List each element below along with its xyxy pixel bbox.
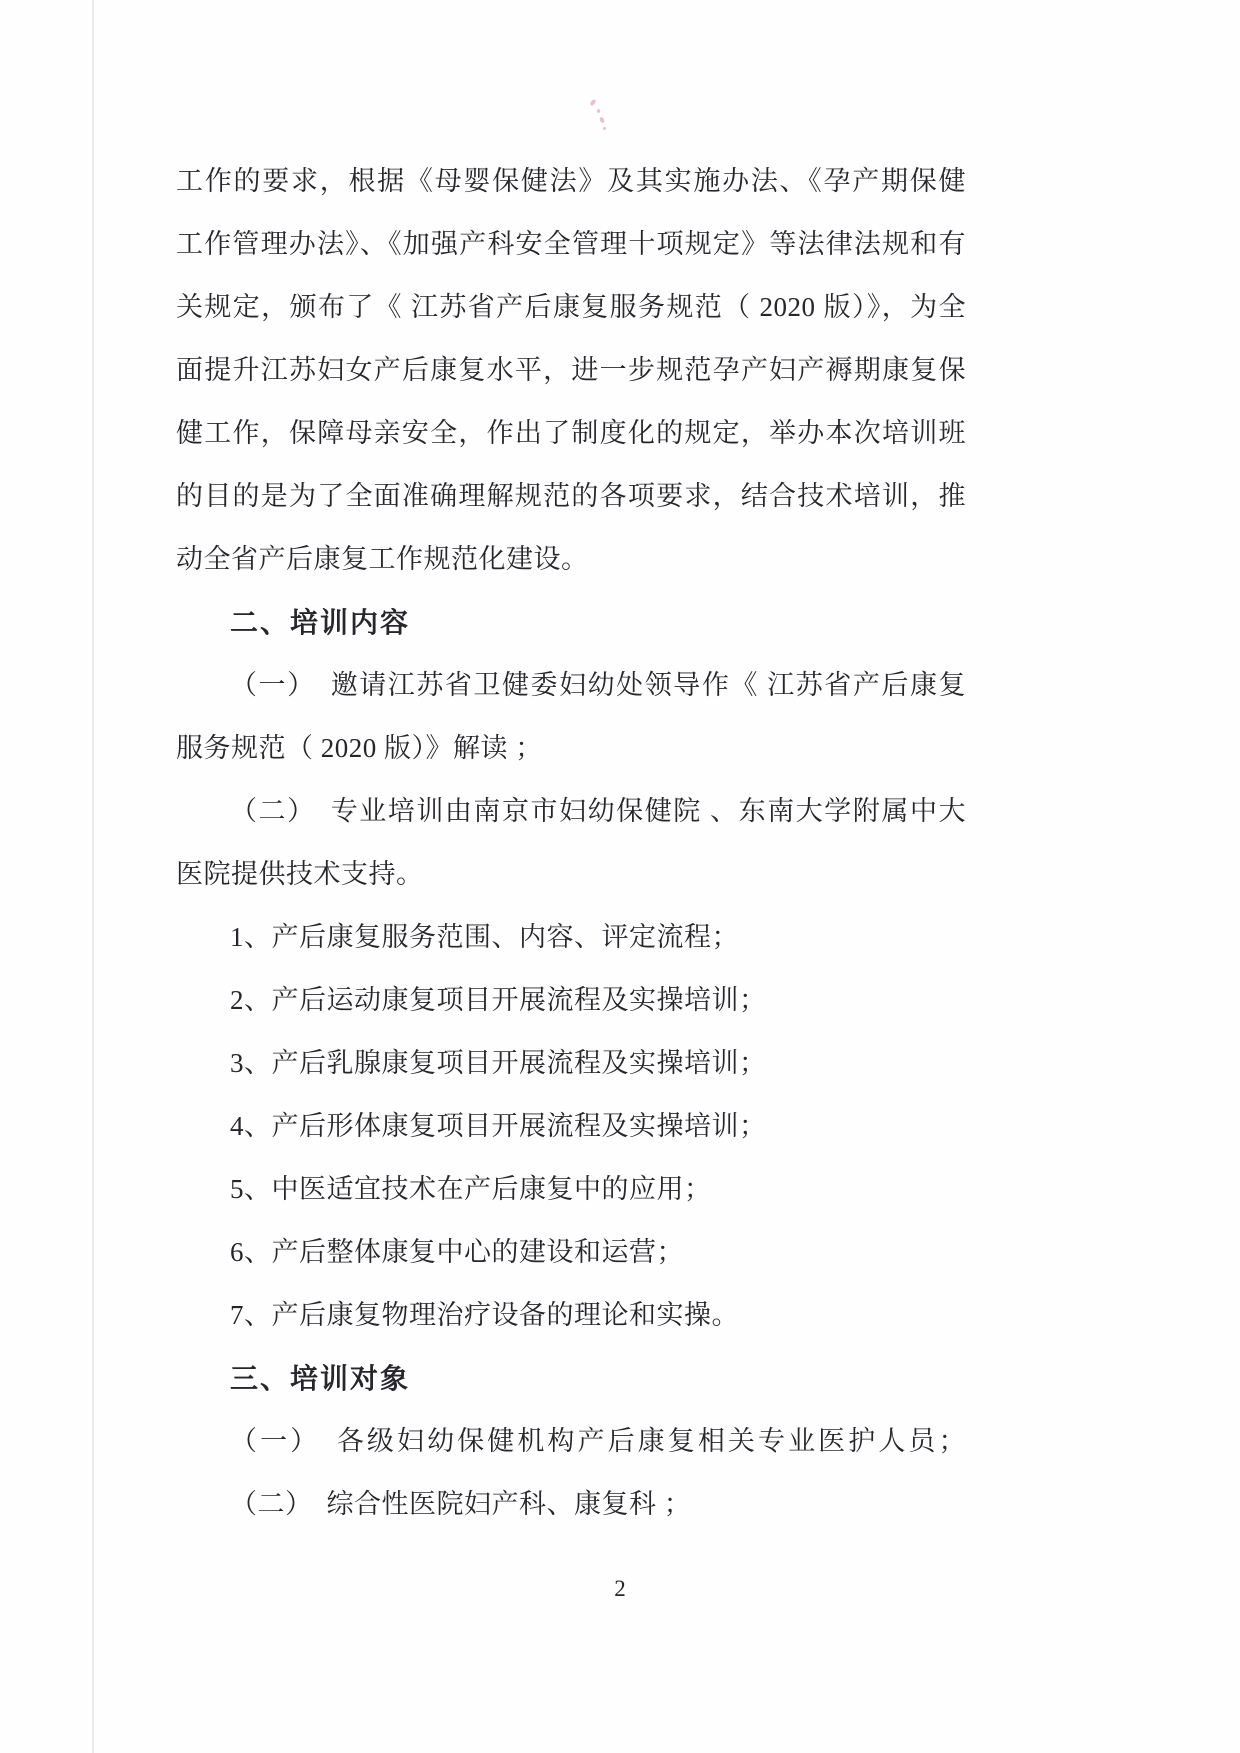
section-heading-training-audience: 三、培训对象 bbox=[230, 1363, 411, 1394]
intro-paragraph-line: 面提升江苏妇女产后康复水平，进一步规范孕产妇产褥期康复保 bbox=[176, 355, 966, 385]
numbered-item: 6、产后整体康复中心的建设和运营； bbox=[230, 1237, 684, 1267]
clause-line: （一） 各级妇幼保健机构产后康复相关专业医护人员； bbox=[230, 1426, 966, 1456]
clause-line: （一） 邀请江苏省卫健委妇幼处领导作《 江苏省产后康复 bbox=[230, 670, 966, 700]
pink-ink-dot bbox=[597, 109, 600, 113]
numbered-item: 4、产后形体康复项目开展流程及实操培训； bbox=[230, 1111, 767, 1141]
scan-edge-line bbox=[92, 0, 94, 1753]
section-heading-training-content: 二、培训内容 bbox=[230, 607, 411, 638]
pink-ink-dot bbox=[589, 99, 596, 107]
numbered-item: 1、产后康复服务范围、内容、评定流程； bbox=[230, 922, 739, 952]
clause-line: （二） 综合性医院妇产科、康复科 ； bbox=[230, 1489, 692, 1519]
numbered-item: 2、产后运动康复项目开展流程及实操培训； bbox=[230, 985, 767, 1015]
intro-paragraph-line: 动全省产后康复工作规范化建设。 bbox=[176, 544, 589, 574]
intro-paragraph-line: 健工作，保障母亲安全，作出了制度化的规定，举办本次培训班 bbox=[176, 418, 966, 448]
intro-paragraph-line: 关规定，颁布了《 江苏省产后康复服务规范（ 2020 版）》，为全 bbox=[176, 292, 966, 322]
clause-line: 医院提供技术支持。 bbox=[176, 859, 424, 889]
intro-paragraph-line: 工作管理办法》、《加强产科安全管理十项规定》等法律法规和有 bbox=[176, 229, 966, 259]
pink-ink-dot bbox=[603, 127, 606, 130]
intro-paragraph-line: 的目的是为了全面准确理解规范的各项要求，结合技术培训，推 bbox=[176, 481, 966, 511]
page-number: 2 bbox=[614, 1576, 626, 1601]
numbered-item: 5、中医适宜技术在产后康复中的应用； bbox=[230, 1174, 712, 1204]
pink-ink-dot bbox=[599, 116, 605, 123]
clause-line: 服务规范（ 2020 版）》解读 ； bbox=[176, 733, 543, 763]
numbered-item: 3、产后乳腺康复项目开展流程及实操培训； bbox=[230, 1048, 767, 1078]
clause-line: （二） 专业培训由南京市妇幼保健院 、东南大学附属中大 bbox=[230, 796, 966, 826]
intro-paragraph-line: 工作的要求，根据《母婴保健法》及其实施办法、《孕产期保健 bbox=[176, 166, 966, 196]
numbered-item: 7、产后康复物理治疗设备的理论和实操。 bbox=[230, 1300, 739, 1330]
document-body bbox=[176, 150, 966, 1536]
